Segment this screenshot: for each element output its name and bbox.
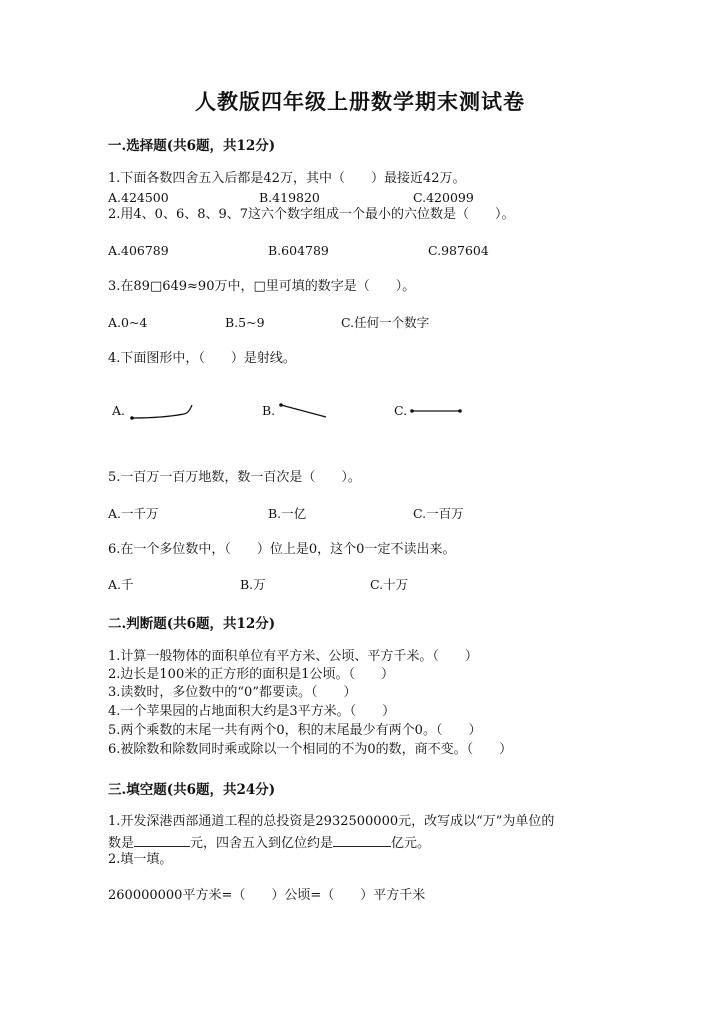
- question-text: 6.在一个多位数中，（ ）位上是0，这个0一定不读出来。: [108, 542, 456, 557]
- section-heading-judgment: 二.判断题(共6题，共12分): [108, 616, 276, 632]
- ray-figure-icon: [276, 400, 332, 422]
- judgment-item: 1.计算一般物体的面积单位有平方米、公顷、平方千米。（ ）: [108, 649, 478, 664]
- section-heading-choice: 一.选择题(共6题，共12分): [108, 138, 276, 154]
- option-c: C.一百万: [413, 506, 464, 521]
- question-text: 260000000平方米=（ ）公顷=（ ）平方千米: [108, 888, 426, 903]
- text-part: 元，四舍五入到亿位约是: [190, 836, 334, 851]
- option-b: B.万: [240, 577, 266, 592]
- judgment-item: 2.边长是100米的正方形的面积是1公顷。（ ）: [108, 667, 394, 682]
- text-part: 亿元。: [391, 836, 431, 851]
- judgment-item: 5.两个乘数的末尾一共有两个0，积的末尾最少有两个0。（ ）: [108, 723, 482, 738]
- text-part: 数是: [108, 836, 135, 851]
- fill-blank[interactable]: [333, 832, 391, 847]
- judgment-item: 4.一个苹果园的占地面积大约是3平方米。（ ）: [108, 704, 396, 719]
- question-text: 2.填一填。: [108, 852, 173, 867]
- question-text: 1.下面各数四舍五入后都是42万，其中（ ）最接近42万。: [108, 171, 466, 186]
- question-text: 3.在89□649≈90万中，□里可填的数字是（ ）。: [108, 279, 416, 294]
- judgment-item: 6.被除数和除数同时乘或除以一个相同的不为0的数，商不变。（ ）: [108, 742, 513, 757]
- question-text: 5.一百万一百万地数，数一百次是（ ）。: [108, 470, 361, 485]
- option-c: C.: [394, 403, 408, 418]
- option-a: A.千: [108, 577, 134, 592]
- option-c: C.任何一个数字: [341, 315, 430, 330]
- option-b: B.: [262, 403, 276, 418]
- option-b: B.419820: [259, 190, 320, 205]
- option-b: B.一亿: [268, 506, 307, 521]
- option-c: C.十万: [370, 577, 409, 592]
- option-a: A.424500: [108, 190, 169, 205]
- option-a: A.: [112, 403, 126, 418]
- option-a: A.406789: [108, 243, 169, 258]
- option-c: C.420099: [413, 190, 474, 205]
- option-c: C.987604: [428, 243, 489, 258]
- question-text: 1.开发深港西部通道工程的总投资是2932500000元，改写成以“万”为单位的: [108, 814, 555, 829]
- section-heading-fill: 三.填空题(共6题，共24分): [108, 782, 276, 798]
- judgment-item: 3.读数时，多位数中的“0”都要读。（ ）: [108, 685, 357, 700]
- page-title: 人教版四年级上册数学期末测试卷: [195, 89, 525, 114]
- question-text-continued: [108, 832, 430, 853]
- option-a: A.一千万: [108, 506, 159, 521]
- question-text: 2.用4、0、6、8、9、7这六个数字组成一个最小的六位数是（ ）。: [108, 207, 515, 222]
- option-b: B.5~9: [225, 315, 265, 330]
- option-a: A.0~4: [108, 315, 148, 330]
- curve-figure-icon: [128, 400, 198, 424]
- option-b: B.604789: [268, 243, 329, 258]
- question-text: 4.下面图形中，（ ）是射线。: [108, 351, 296, 366]
- fill-blank[interactable]: [134, 832, 190, 847]
- segment-figure-icon: [408, 403, 466, 419]
